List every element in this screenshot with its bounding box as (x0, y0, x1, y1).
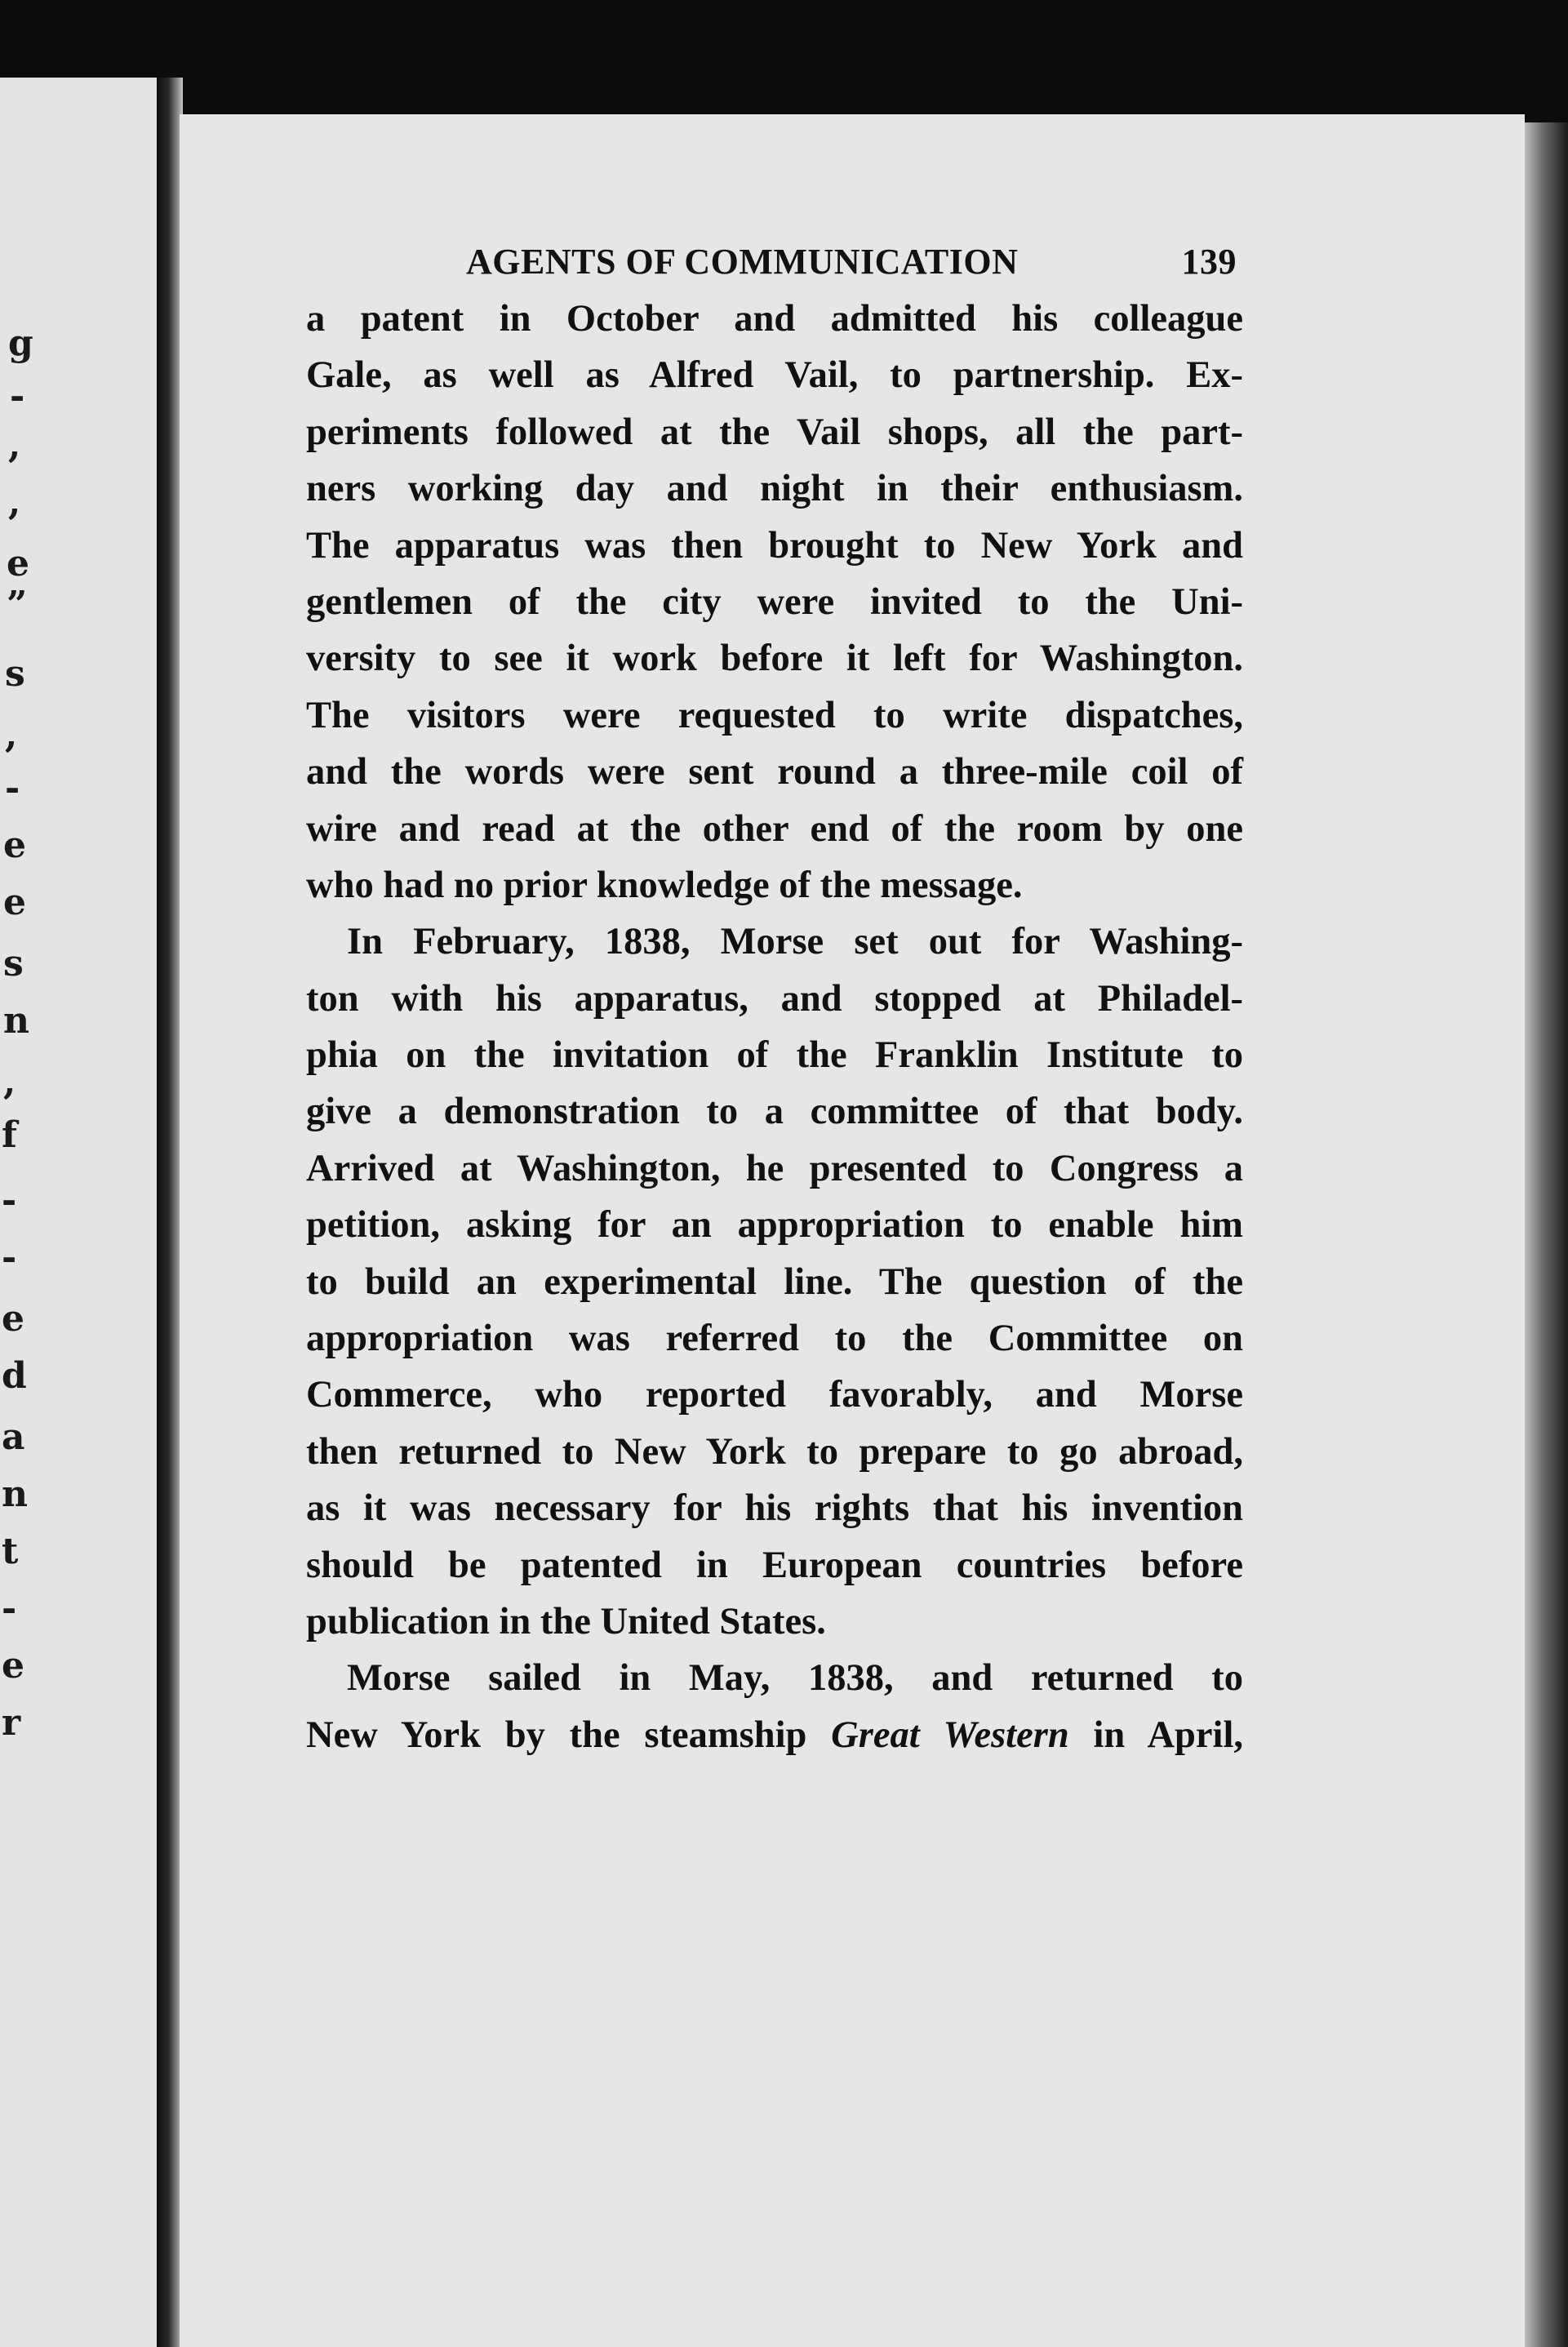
paragraph (306, 913, 1243, 1650)
margin-char: s (3, 943, 24, 985)
margin-char: - (5, 767, 20, 809)
text-line: who had no prior knowledge of the message. (306, 864, 1023, 906)
text-line: to build an experimental line. The question of the (306, 1260, 1243, 1303)
margin-char: - (2, 1588, 17, 1629)
margin-char: g (8, 322, 33, 364)
margin-char: n (3, 1000, 29, 1042)
margin-char: e (2, 1645, 24, 1687)
margin-char: e (2, 1298, 24, 1340)
margin-char: f (2, 1114, 17, 1156)
text-line: Arrived at Washington, he presented to Congress a (306, 1147, 1243, 1189)
text-line: In February, 1838, Morse set out for Washing- (347, 921, 1243, 963)
text-line: Gale, as well as Alfred Vail, to partnership. Ex- (306, 354, 1243, 397)
line-text-after-ship: in April, (1068, 1714, 1243, 1756)
text-line: and the words were sent round a three-mile coil of (306, 751, 1243, 793)
text-line: petition, asking for an appropriation to enable him (306, 1204, 1243, 1247)
page-text-block (306, 241, 1243, 1763)
text-line: Morse sailed in May, 1838, and returned to (347, 1657, 1243, 1700)
margin-char: e (3, 882, 26, 923)
ship-name: Great Western (831, 1714, 1069, 1756)
text-line: a patent in October and admitted his colleague (306, 298, 1243, 340)
paragraph (306, 291, 1243, 913)
text-line: ton with his apparatus, and stopped at Philadel- (306, 977, 1243, 1020)
text-line: as it was necessary for his rights that his invention (306, 1487, 1243, 1530)
text-line: ners working day and night in their enthusiasm. (306, 468, 1243, 510)
margin-char: , (8, 482, 21, 523)
margin-char: a (2, 1416, 25, 1458)
text-line: give a demonstration to a committee of that body. (306, 1091, 1243, 1133)
text-line: publication in the United States. (306, 1600, 826, 1642)
margin-char: , (3, 1061, 16, 1103)
margin-char: e (3, 825, 26, 866)
margin-char: ” (7, 584, 28, 625)
margin-char: , (8, 425, 21, 466)
text-line: Commerce, who reported favorably, and Morse (306, 1374, 1243, 1416)
paragraph (306, 1650, 1243, 1763)
text-line: periments followed at the Vail shops, all the part- (306, 411, 1243, 453)
margin-char: , (5, 714, 18, 756)
facing-page-edge (0, 78, 159, 2347)
margin-char: s (5, 653, 25, 695)
text-line (306, 1707, 1243, 1763)
text-line: then returned to New York to prepare to go abroad, (306, 1430, 1243, 1473)
margin-char: e (7, 543, 29, 585)
margin-char: d (2, 1355, 27, 1397)
running-header (306, 241, 1243, 282)
text-line: The apparatus was then brought to New York and (306, 524, 1243, 567)
text-line: phia on the invitation of the Franklin Institute to (306, 1034, 1243, 1077)
margin-char: t (2, 1531, 19, 1572)
facing-page-margin-chars (0, 78, 159, 2347)
page-number: 139 (1181, 242, 1237, 282)
running-title: AGENTS OF COMMUNICATION (466, 242, 1019, 282)
page-edge-shadow (1525, 122, 1568, 2347)
text-line: gentlemen of the city were invited to the Uni- (306, 580, 1243, 623)
text-line: wire and read at the other end of the room by one (306, 807, 1243, 850)
text-line: versity to see it work before it left for Washington. (306, 638, 1243, 680)
margin-char: r (2, 1702, 21, 1744)
text-line: appropriation was referred to the Committee on (306, 1318, 1243, 1360)
margin-char: n (2, 1474, 28, 1515)
margin-char: - (2, 1180, 17, 1221)
text-line: should be patented in European countries before (306, 1544, 1243, 1586)
margin-char: - (10, 376, 25, 417)
text-line: The visitors were requested to write dispatches, (306, 694, 1243, 736)
line-text-before-ship: New York by the steamship (306, 1714, 832, 1756)
margin-char: - (2, 1237, 17, 1278)
